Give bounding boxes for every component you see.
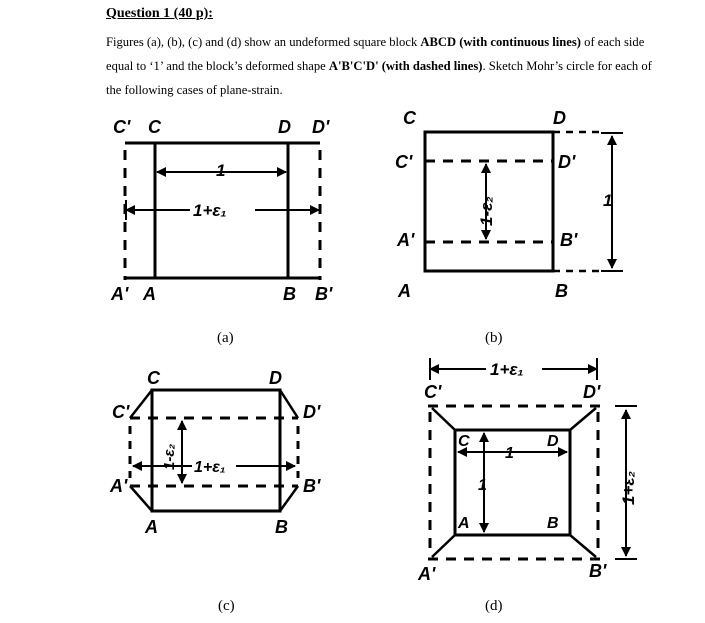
fig-a-label-c: C — [148, 117, 161, 137]
fig-a-label-b: B — [283, 284, 296, 304]
fig-b-label-a: A — [398, 281, 411, 301]
fig-c-label-c: C — [147, 368, 160, 388]
question-text-part3: of each side equal to ‘1’ and the block’s deformed shape — [106, 35, 645, 73]
fig-a-dim-undeformed: 1 — [216, 161, 226, 180]
caption-c: (c) — [218, 598, 235, 614]
fig-d-label-a-prime: A' — [418, 564, 436, 584]
fig-c-label-b: B — [275, 517, 288, 537]
fig-d-dim-horizontal: 1+ε₁ — [490, 360, 524, 379]
fig-a-dim-deformed: 1+ε₁ — [193, 201, 227, 220]
fig-c-dim-horizontal: 1+ε₁ — [194, 459, 226, 476]
fig-c-label-d-prime: D' — [303, 402, 321, 422]
fig-a-label-a-prime: A' — [111, 284, 129, 304]
fig-d-label-d: D — [547, 433, 559, 450]
fig-d-corner-d — [570, 408, 596, 430]
figure-b — [425, 132, 623, 271]
fig-c-label-a-prime: A' — [110, 476, 128, 496]
fig-d-corner-b — [570, 535, 596, 557]
fig-b-label-d: D — [553, 108, 566, 128]
fig-c-label-d: D — [269, 368, 282, 388]
fig-c-corner-c — [130, 390, 152, 418]
question-title: Question 1 (40 p): — [106, 6, 213, 21]
question-text-part5: . Sketch Mohr’s circle for each of the following cases of plane-strain. — [106, 59, 652, 97]
fig-b-label-c-prime: C' — [395, 152, 413, 172]
fig-d-label-b: B — [547, 515, 559, 532]
figure-c — [130, 390, 298, 511]
fig-c-corner-b — [280, 486, 298, 511]
fig-a-label-c-prime: C' — [113, 117, 131, 137]
fig-c-corner-d — [280, 390, 298, 418]
fig-a-label-a: A — [143, 284, 156, 304]
fig-a-label-b-prime: B' — [315, 284, 333, 304]
fig-d-label-d-prime: D' — [583, 382, 601, 402]
fig-b-label-d-prime: D' — [558, 152, 576, 172]
caption-d: (d) — [485, 598, 503, 614]
fig-d-corner-a — [432, 535, 455, 557]
fig-b-label-b-prime: B' — [560, 230, 578, 250]
fig-d-label-c: C — [458, 433, 470, 450]
question-text-part1: Figures (a), (b), (c) and (d) show an undeformed square block — [106, 35, 421, 49]
caption-a: (a) — [217, 330, 234, 346]
fig-c-dim-vertical: 1-ε₂ — [161, 443, 178, 470]
caption-b: (b) — [485, 330, 503, 346]
fig-c-corner-a — [130, 486, 152, 511]
fig-d-dim-vertical: 1+ε₂ — [619, 471, 638, 505]
fig-d-dim-inner-v: 1 — [478, 477, 487, 494]
question-text-deformed: A'B'C'D' (with dashed lines) — [328, 59, 483, 73]
fig-a-label-d-prime: D' — [312, 117, 330, 137]
fig-b-label-a-prime: A' — [397, 230, 415, 250]
fig-c-label-b-prime: B' — [303, 476, 321, 496]
fig-d-corner-c — [432, 408, 455, 430]
fig-b-dim-deformed: 1-ε₂ — [477, 196, 496, 226]
fig-c-label-c-prime: C' — [112, 402, 130, 422]
fig-b-dim-side: 1 — [603, 191, 613, 210]
fig-b-label-b: B — [555, 281, 568, 301]
fig-d-dim-inner-h: 1 — [505, 445, 514, 462]
fig-c-label-a: A — [145, 517, 158, 537]
fig-a-label-d: D — [278, 117, 291, 137]
question-text-undeformed: ABCD (with continuous lines) — [420, 35, 581, 49]
fig-b-label-c: C — [403, 108, 416, 128]
fig-d-label-a: A — [458, 515, 470, 532]
fig-d-label-b-prime: B' — [589, 561, 607, 581]
fig-d-label-c-prime: C' — [424, 382, 442, 402]
